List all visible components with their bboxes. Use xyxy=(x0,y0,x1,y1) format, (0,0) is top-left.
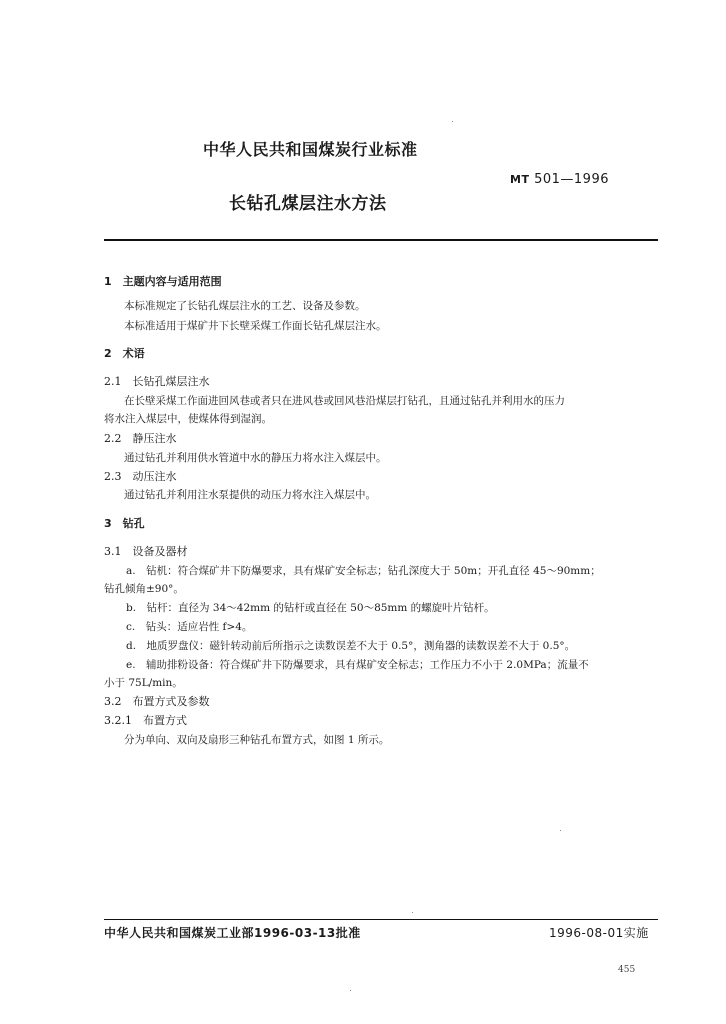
document-title: 长钻孔煤层注水方法 xyxy=(229,194,387,214)
section-1-title: 1 主题内容与适用范围 xyxy=(104,275,222,288)
standard-code xyxy=(510,172,609,187)
header-rule xyxy=(104,239,658,241)
item-a-line-2: 钻孔倾角±90°。 xyxy=(104,583,184,595)
item-d: d. 地质罗盘仪：磁针转动前后所指示之读数误差不大于 0.5°，测角器的读数误差不大于 0.5°。 xyxy=(126,640,576,652)
item-c: c. 钻头：适应岩性 f>4。 xyxy=(126,621,253,633)
page-number: 455 xyxy=(618,965,636,975)
scan-speck xyxy=(560,830,561,831)
item-a-line-1: a. 钻机：符合煤矿井下防爆要求，具有煤矿安全标志；钻孔深度大于 50m；开孔直径 45～90mm； xyxy=(126,565,601,577)
standard-code-number: 501—1996 xyxy=(534,172,609,187)
section-3-1-title: 3.1 设备及器材 xyxy=(104,545,188,558)
section-2-2-title: 2.2 静压注水 xyxy=(104,432,177,445)
section-2-1-line-1: 在长壁采煤工作面进回风巷或者只在进风巷或回风巷沿煤层打钻孔，且通过钻孔并利用水的压力 xyxy=(124,395,565,407)
item-b: b. 钻杆：直径为 34～42mm 的钻杆或直径在 50～85mm 的螺旋叶片钻杆。 xyxy=(126,602,495,614)
section-2-2-paragraph: 通过钻孔并利用供水管道中水的静压力将水注入煤层中。 xyxy=(124,452,387,464)
scan-speck xyxy=(350,990,351,991)
standard-organization: 中华人民共和国煤炭行业标准 xyxy=(203,140,418,159)
approval-note: 中华人民共和国煤炭工业部1996-03-13批准 xyxy=(104,926,361,940)
section-2-1-line-2: 将水注入煤层中，使煤体得到湿润。 xyxy=(104,413,272,425)
scan-speck xyxy=(452,121,453,122)
standard-code-prefix: MT xyxy=(510,173,530,186)
section-3-title: 3 钻孔 xyxy=(104,517,145,530)
section-2-3-paragraph: 通过钻孔并利用注水泵提供的动压力将水注入煤层中。 xyxy=(124,489,376,501)
scan-speck xyxy=(412,912,413,913)
item-e-line-1: e. 辅助排粉设备：符合煤矿井下防爆要求，具有煤矿安全标志；工作压力不小于 2.0MPa；流量不 xyxy=(126,659,589,671)
section-1-paragraph-1: 本标准规定了长钻孔煤层注水的工艺、设备及参数。 xyxy=(124,300,366,312)
section-2-3-title: 2.3 动压注水 xyxy=(104,470,177,483)
section-3-2-title: 3.2 布置方式及参数 xyxy=(104,695,210,708)
section-1-paragraph-2: 本标准适用于煤矿井下长壁采煤工作面长钻孔煤层注水。 xyxy=(124,320,387,332)
effective-date: 1996-08-01实施 xyxy=(549,926,649,940)
footer-rule xyxy=(104,919,658,920)
section-3-2-1-title: 3.2.1 布置方式 xyxy=(104,714,187,727)
section-2-1-title: 2.1 长钻孔煤层注水 xyxy=(104,375,210,388)
section-3-2-1-paragraph: 分为单向、双向及扇形三种钻孔布置方式，如图 1 所示。 xyxy=(124,734,390,746)
item-e-line-2: 小于 75L/min。 xyxy=(104,677,183,689)
section-2-title: 2 术语 xyxy=(104,347,145,360)
